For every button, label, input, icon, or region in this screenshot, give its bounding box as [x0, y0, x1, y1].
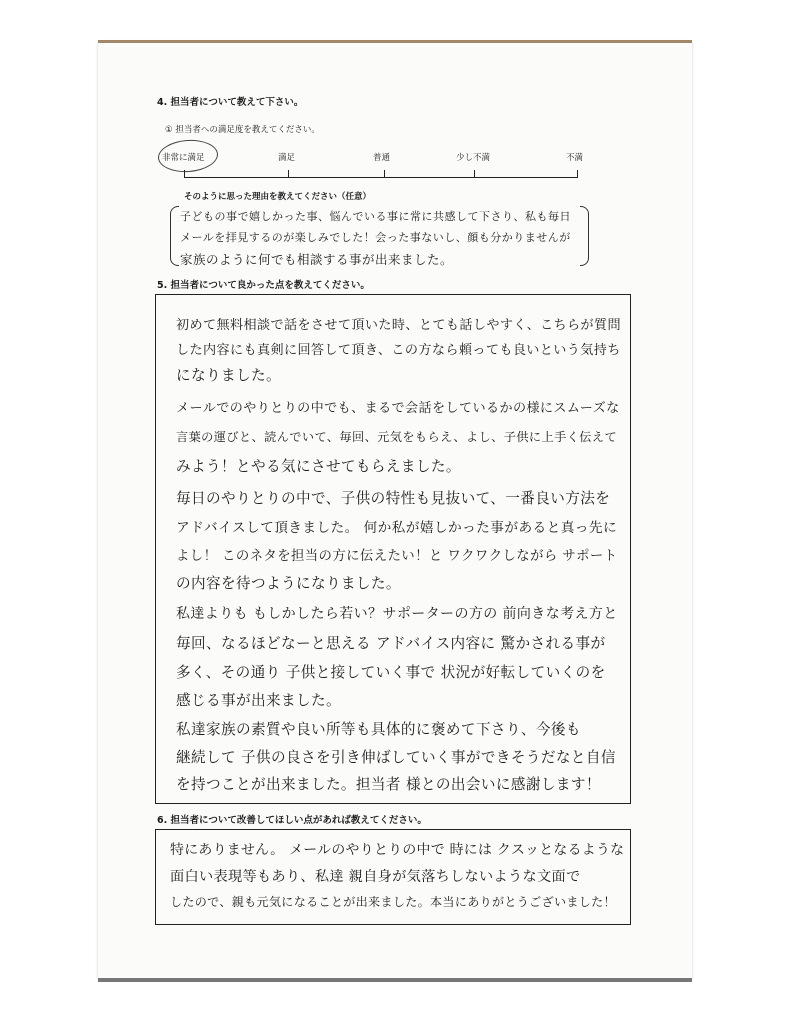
- q5-answer-line: 私達家族の素質や良い所等も具体的に褒めて下さり、今後も: [176, 721, 581, 738]
- reason-label: そのように思った理由を教えてください（任意）: [184, 192, 372, 202]
- scale-tick: [288, 170, 289, 178]
- scale-tick: [577, 170, 578, 178]
- q5-answer-line: の内容を待つようになりました。: [176, 575, 401, 592]
- reason-line: 子どもの事で嬉しかった事、悩んでいる事に常に共感して下さり、私も毎日: [180, 210, 571, 223]
- q6-title: 6. 担当者について改善してほしい点があれば教えてください。: [157, 815, 427, 826]
- q5-answer-line: 私達よりも もしかしたら若い？サポーターの方の 前向きな考え方と: [176, 606, 618, 622]
- q4-title: 4. 担当者について教えて下さい。: [157, 97, 304, 108]
- q5-answer-line: 言葉の運びと、読んでいて、毎回、元気をもらえ、よし、子供に上手く伝えて: [176, 430, 618, 444]
- reason-line: 家族のように何でも相談する事が出来ました。: [180, 252, 454, 267]
- scale-tick: [474, 170, 475, 178]
- scale-label-satisfied: 満足: [278, 153, 296, 163]
- scale-label-neutral: 普通: [373, 153, 391, 163]
- reason-bracket-right: [580, 206, 589, 266]
- q6-answer-line: したので、親も元気になることが出来ました。本当にありがとうございました！: [170, 895, 616, 909]
- q5-answer-line: になりました。: [176, 367, 281, 384]
- q5-answer-line: 毎回、なるほどなーと思える アドバイス内容に 驚かされる事が: [176, 635, 606, 652]
- scale-tick: [184, 170, 185, 178]
- q5-answer-line: 初めて無料相談で話をさせて頂いた時、とても話しやすく、こちらが質問: [176, 318, 622, 333]
- q5-answer-line: を持つことが出来ました。担当者 様との出会いに感謝します！: [176, 776, 601, 793]
- q5-answer-line: みよう！とやる気にさせてもらえました。: [176, 458, 461, 475]
- paper-top-edge: [98, 40, 692, 43]
- q4-sub-question: ① 担当者への満足度を教えてください。: [165, 125, 320, 135]
- q5-answer-line: 継続して 子供の良さを引き伸ばしていく事ができそうだなと自信: [176, 749, 616, 766]
- q5-answer-line: アドバイスして頂きました。 何か私が嬉しかった事があると真っ先に: [176, 520, 618, 536]
- q5-answer-line: 感じる事が出来ました。: [176, 692, 341, 709]
- q5-answer-line: した内容にも真剣に回答して頂き、この方なら頼っても良いという気持ち: [176, 343, 621, 358]
- q6-answer-line: 面白い表現等もあり、私達 親自身が気落ちしないような文面で: [170, 869, 581, 885]
- scale-label-dissatisfied: 不満: [566, 153, 584, 163]
- reason-bracket-left: [170, 206, 179, 266]
- q5-answer-line: 多く、その通り 子供と接していく事で 状況が好転していくのを: [176, 664, 606, 681]
- q5-title: 5. 担当者について良かった点を教えてください。: [157, 280, 370, 291]
- q5-answer-line: 毎日のやりとりの中で、子供の特性も見抜いて、一番良い方法を: [176, 490, 611, 507]
- scale-label-slightly-dissatisfied: 少し不満: [456, 153, 491, 163]
- q6-answer-line: 特にありません。 メールのやりとりの中で 時には クスッとなるような: [170, 842, 625, 858]
- scale-label-very-satisfied: 非常に満足: [162, 153, 205, 163]
- scale-tick: [384, 170, 385, 178]
- q5-answer-line: メールでのやりとりの中でも、まるで会話をしているかの様にスムーズな: [176, 401, 620, 416]
- rating-scale-line: [184, 177, 578, 178]
- q5-answer-line: よし！ このネタを担当の方に伝えたい！と ワクワクしながら サポート: [176, 549, 618, 564]
- paper-bottom-edge: [98, 978, 692, 982]
- reason-line: メールを拝見するのが楽しみでした！会った事ないし、顔も分かりませんが: [180, 231, 571, 244]
